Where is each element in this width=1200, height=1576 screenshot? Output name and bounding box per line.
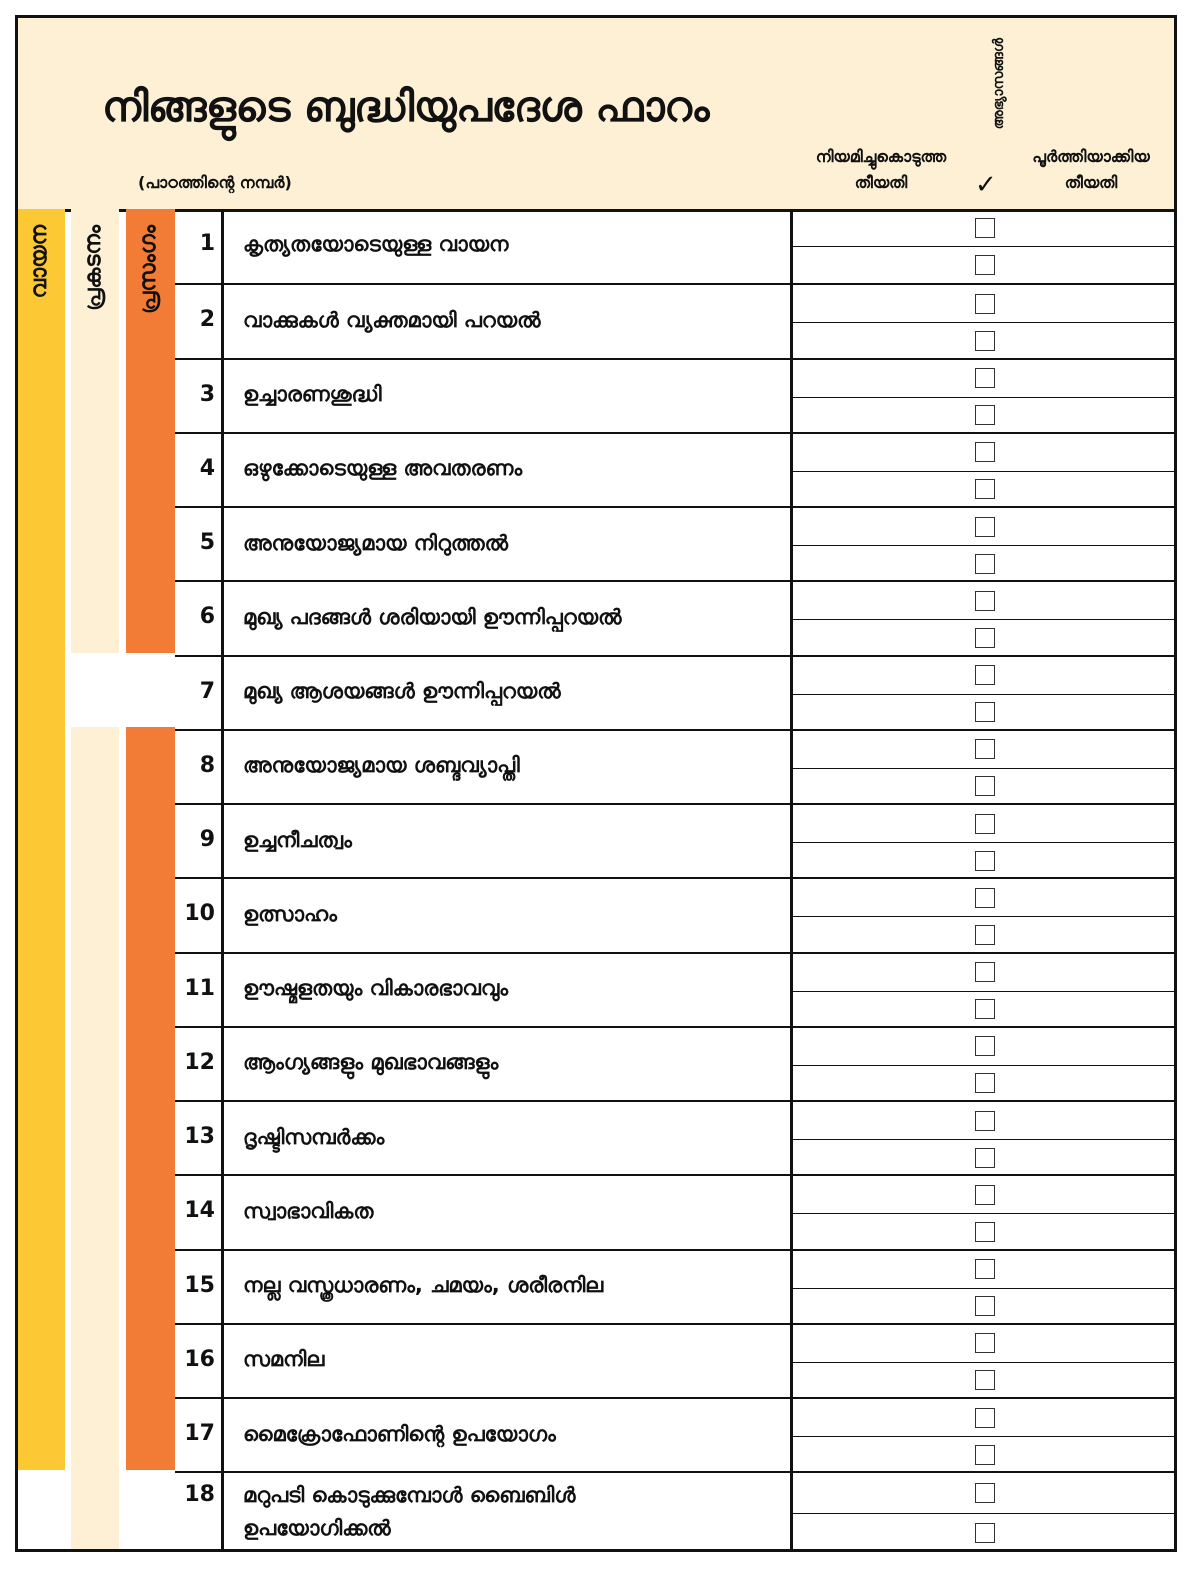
practice-checkbox[interactable] — [975, 1111, 995, 1131]
practice-checkbox[interactable] — [975, 1073, 995, 1093]
practice-checkbox[interactable] — [975, 1333, 995, 1353]
talk-band-top — [126, 209, 175, 653]
lesson-title: മൈക്രോഫോണിന്റെ ഉപയോഗം — [243, 1421, 556, 1446]
table-row — [175, 952, 1174, 1026]
table-row — [175, 1323, 1174, 1397]
lesson-title: ഉത്സാഹം — [243, 901, 337, 926]
table-row — [175, 358, 1174, 432]
lesson-title: അനുയോജ്യമായ ശബ്ദവ്യാപ്തി — [243, 753, 520, 778]
practice-checkbox[interactable] — [975, 776, 995, 796]
practice-checkbox[interactable] — [975, 517, 995, 537]
lesson-number: 4 — [175, 434, 224, 506]
lesson-title: ഉച്ചനീചത്വം — [243, 827, 352, 852]
lesson-title: കൃത്യതയോടെയുള്ള വായന — [243, 231, 509, 256]
table-row — [175, 1174, 1174, 1248]
lesson-title: ദൃഷ്ടിസമ്പർക്കം — [243, 1124, 385, 1149]
practice-checkbox[interactable] — [975, 665, 995, 685]
practice-checkbox[interactable] — [975, 628, 995, 648]
lesson-title — [243, 1479, 575, 1545]
lesson-number: 11 — [175, 954, 224, 1026]
practice-checkbox[interactable] — [975, 1036, 995, 1056]
practice-checkbox[interactable] — [975, 368, 995, 388]
table-row — [175, 1471, 1174, 1551]
lesson-number: 5 — [175, 508, 224, 580]
lesson-number: 9 — [175, 805, 224, 877]
lesson-title: നല്ല വസ്ത്രധാരണം, ചമയം, ശരീരനില — [243, 1273, 604, 1298]
completed-date-header — [1008, 144, 1174, 196]
lesson-number: 3 — [175, 360, 224, 432]
practice-checkbox[interactable] — [975, 1523, 995, 1543]
practice-checkbox[interactable] — [975, 851, 995, 871]
practice-checkbox[interactable] — [975, 479, 995, 499]
practice-checkbox[interactable] — [975, 442, 995, 462]
table-row — [175, 877, 1174, 951]
practice-checkbox[interactable] — [975, 814, 995, 834]
assigned-date-header — [790, 144, 972, 196]
table-row — [175, 432, 1174, 506]
lesson-title: മുഖ്യ ആശയങ്ങൾ ഊന്നിപ്പറയൽ — [243, 679, 561, 704]
practice-checkbox[interactable] — [975, 591, 995, 611]
table-row — [175, 729, 1174, 803]
table-row — [175, 1026, 1174, 1100]
practice-checkbox[interactable] — [975, 999, 995, 1019]
practice-checkbox[interactable] — [975, 1222, 995, 1242]
table-row — [175, 580, 1174, 654]
reading-band-label: വായന — [27, 225, 52, 299]
table-row — [175, 506, 1174, 580]
practice-checkbox[interactable] — [975, 218, 995, 238]
table-divider — [790, 209, 793, 1552]
completed-date-line2: തീയതി — [1064, 173, 1118, 192]
table-row — [175, 209, 1174, 283]
assigned-date-line2: തീയതി — [854, 173, 908, 192]
practice-checkbox[interactable] — [975, 1259, 995, 1279]
practice-checkbox[interactable] — [975, 1296, 995, 1316]
practice-checkbox[interactable] — [975, 405, 995, 425]
lesson-number: 12 — [175, 1028, 224, 1100]
check-mark-icon: ✓ — [975, 170, 997, 200]
assigned-date-line1: നിയമിച്ചുകൊടുത്ത — [815, 147, 947, 166]
lesson-number: 1 — [175, 209, 224, 283]
lesson-title: ആംഗ്യങ്ങളും മുഖഭാവങ്ങളും — [243, 1050, 499, 1075]
practice-checkbox[interactable] — [975, 925, 995, 945]
lesson-number: 15 — [175, 1251, 224, 1323]
form-header — [18, 18, 1174, 212]
practice-checkbox[interactable] — [975, 255, 995, 275]
reading-band — [18, 209, 65, 1470]
lesson-title-line2: ഉപയോഗിക്കൽ — [243, 1516, 391, 1541]
practice-checkbox[interactable] — [975, 1483, 995, 1503]
practice-checkbox[interactable] — [975, 1445, 995, 1465]
practice-checkbox[interactable] — [975, 739, 995, 759]
lesson-number: 7 — [175, 657, 224, 729]
lesson-number: 13 — [175, 1102, 224, 1174]
lesson-number: 14 — [175, 1176, 224, 1248]
lesson-number-label: (പാഠത്തിന്റെ നമ്പർ) — [138, 173, 292, 192]
talk-band-bottom — [126, 727, 175, 1470]
table-row — [175, 655, 1174, 729]
table-row — [175, 1249, 1174, 1323]
practice-checkbox[interactable] — [975, 702, 995, 722]
practice-checkbox[interactable] — [975, 1185, 995, 1205]
table-row — [175, 1100, 1174, 1174]
lesson-number: 6 — [175, 582, 224, 654]
lesson-title-line1: മറുപടി കൊടുക്കുമ്പോൾ ബൈബിൾ — [243, 1483, 576, 1508]
lesson-number: 16 — [175, 1325, 224, 1397]
practice-checkbox[interactable] — [975, 962, 995, 982]
talk-band-label: പ്രസംഗം — [136, 225, 161, 314]
practice-header: അഭ്യാസങ്ങൾ — [991, 38, 1007, 130]
practice-checkbox[interactable] — [975, 1408, 995, 1428]
practice-checkbox[interactable] — [975, 554, 995, 574]
lesson-number: 2 — [175, 285, 224, 357]
lesson-number: 8 — [175, 731, 224, 803]
practice-checkbox[interactable] — [975, 1148, 995, 1168]
table-row — [175, 1397, 1174, 1471]
lesson-number: 10 — [175, 879, 224, 951]
table-row — [175, 803, 1174, 877]
lesson-title: ഒഴുക്കോടെയുള്ള അവതരണം — [243, 456, 523, 481]
lesson-title: ഉച്ചാരണശുദ്ധി — [243, 382, 382, 407]
practice-checkbox[interactable] — [975, 888, 995, 908]
presentation-band-bottom — [71, 727, 119, 1552]
presentation-band-top — [71, 209, 119, 653]
form-title: നിങ്ങളുടെ ബുദ്ധിയുപദേശ ഫാറം — [102, 82, 710, 131]
lesson-title: അനുയോജ്യമായ നിറുത്തൽ — [243, 530, 508, 555]
lesson-number: 17 — [175, 1399, 224, 1471]
lesson-title: സ്വാഭാവികത — [243, 1198, 374, 1223]
counsel-form — [15, 15, 1177, 1552]
lesson-title: വാക്കുകൾ വ്യക്തമായി പറയൽ — [243, 307, 541, 332]
practice-checkbox[interactable] — [975, 1370, 995, 1390]
table-row — [175, 283, 1174, 357]
practice-checkbox[interactable] — [975, 294, 995, 314]
lesson-title: ഊഷ്മളതയും വികാരഭാവവും — [243, 976, 509, 1001]
lesson-title: മുഖ്യ പദങ്ങൾ ശരിയായി ഊന്നിപ്പറയൽ — [243, 604, 622, 629]
presentation-band-label: പ്രകടനം — [81, 225, 106, 311]
lesson-title: സമനില — [243, 1347, 325, 1372]
completed-date-line1: പൂർത്തിയാക്കിയ — [1032, 147, 1150, 166]
lesson-number: 18 — [175, 1473, 224, 1551]
practice-checkbox[interactable] — [975, 331, 995, 351]
